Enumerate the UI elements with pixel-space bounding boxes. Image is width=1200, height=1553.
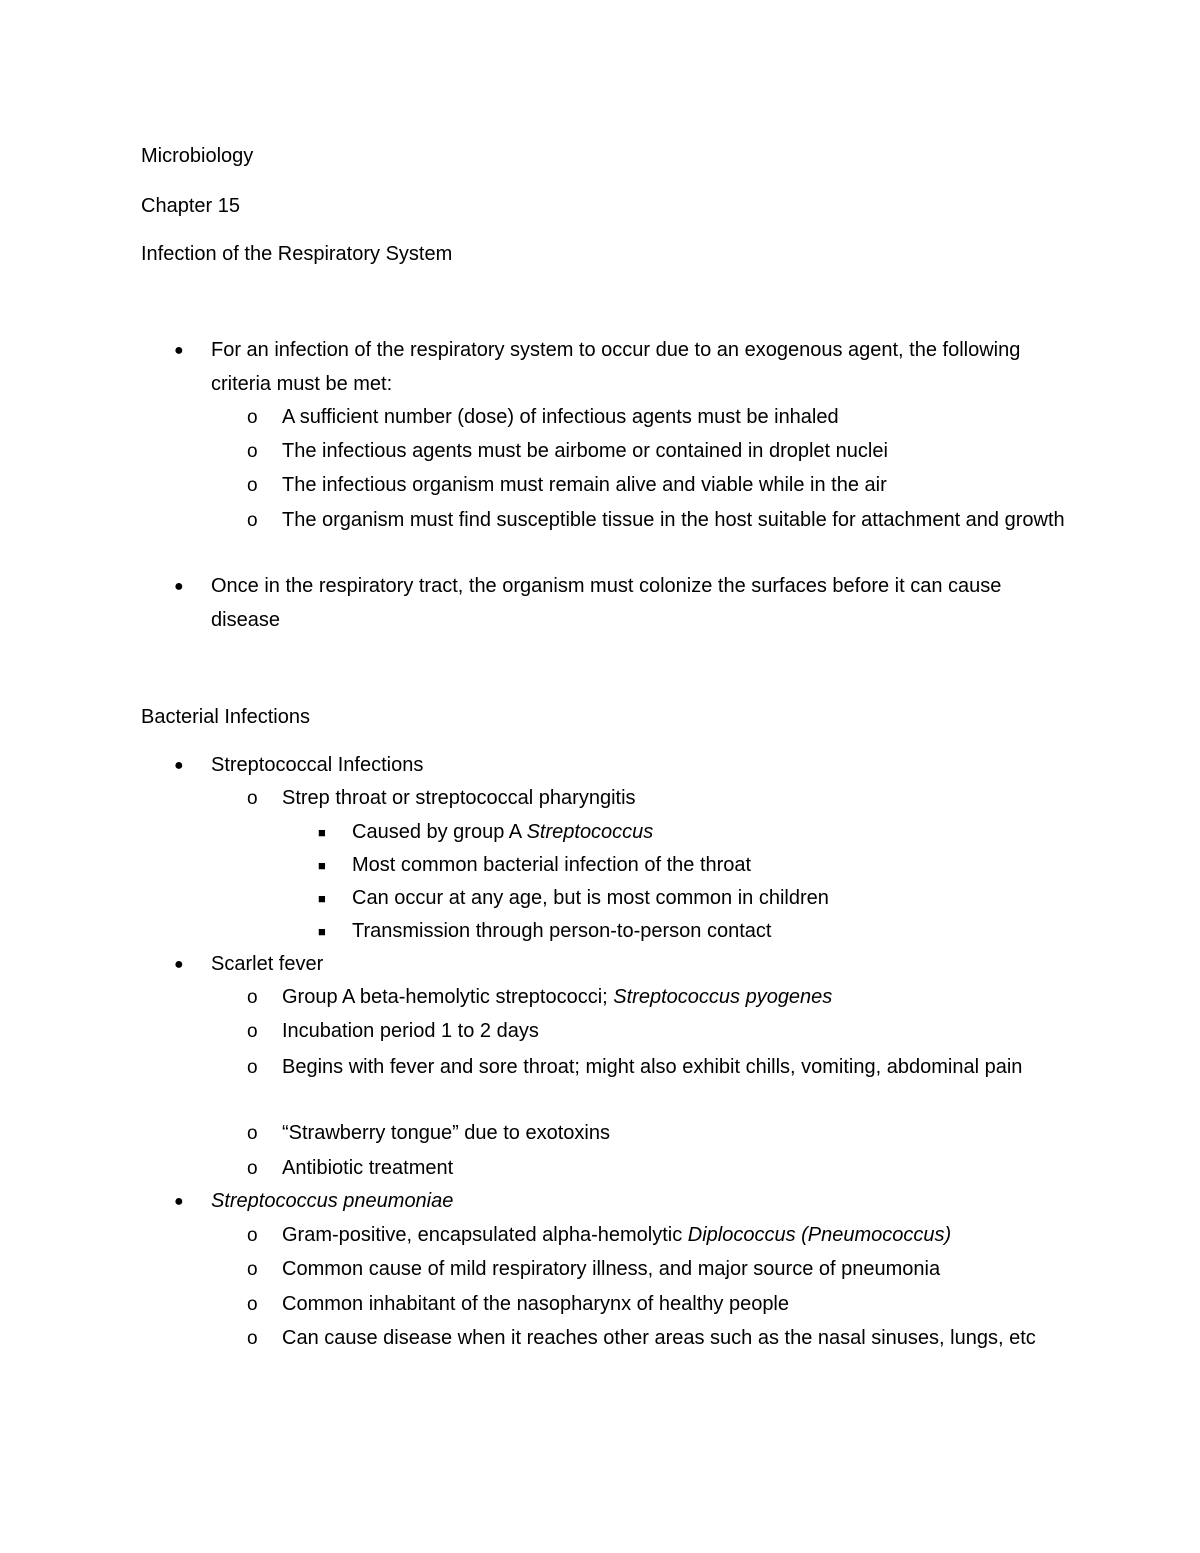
bullet-icon: ● bbox=[174, 1193, 184, 1210]
gram-text bbox=[282, 1224, 951, 1246]
list-item bbox=[247, 401, 1072, 435]
circle-bullet-icon: o bbox=[247, 788, 258, 809]
scarlet-title: Scarlet fever bbox=[211, 953, 324, 975]
list-item bbox=[174, 749, 1071, 783]
criteria-intro: For an infection of the respiratory system to occur due to an exogenous agent, the following criteria must be met: bbox=[211, 339, 1021, 395]
list-item bbox=[247, 1117, 1072, 1151]
bullet-icon: ● bbox=[174, 956, 184, 973]
bullet-icon: ● bbox=[174, 342, 184, 359]
circle-bullet-icon: o bbox=[247, 987, 258, 1008]
list-item bbox=[247, 1322, 1072, 1356]
circle-bullet-icon: o bbox=[247, 1123, 258, 1144]
strep-detail: Can occur at any age, but is most common in children bbox=[352, 887, 829, 909]
list-item bbox=[247, 782, 1072, 816]
list-item bbox=[174, 570, 1071, 637]
bullet-icon: ● bbox=[174, 757, 184, 774]
organism-name: Streptococcus pneumoniae bbox=[211, 1190, 454, 1212]
circle-bullet-icon: o bbox=[247, 1328, 258, 1349]
list-item bbox=[318, 882, 1072, 916]
topic-title: Infection of the Respiratory System bbox=[141, 243, 453, 265]
list-item bbox=[247, 469, 1072, 503]
scarlet-item: “Strawberry tongue” due to exotoxins bbox=[282, 1122, 610, 1144]
circle-bullet-icon: o bbox=[247, 510, 258, 531]
criteria-item: The organism must find susceptible tissue in the host suitable for attachment and growth bbox=[282, 509, 1065, 531]
list-item bbox=[174, 948, 1071, 982]
strep-detail: Most common bacterial infection of the throat bbox=[352, 854, 752, 876]
scarlet-item: Incubation period 1 to 2 days bbox=[282, 1020, 539, 1042]
list-item bbox=[318, 816, 1072, 850]
caused-by-prefix: Caused by group A bbox=[352, 821, 527, 843]
circle-bullet-icon: o bbox=[247, 407, 258, 428]
circle-bullet-icon: o bbox=[247, 441, 258, 462]
strep-title: Streptococcal Infections bbox=[211, 754, 424, 776]
list-item bbox=[318, 849, 1072, 883]
list-item bbox=[247, 435, 1072, 469]
criteria-item: A sufficient number (dose) of infectious agents must be inhaled bbox=[282, 406, 839, 428]
criteria-item: The infectious organism must remain alive and viable while in the air bbox=[282, 474, 887, 496]
gram-prefix: Gram-positive, encapsulated alpha-hemolytic bbox=[282, 1224, 688, 1246]
strep-detail: Transmission through person-to-person contact bbox=[352, 920, 772, 942]
circle-bullet-icon: o bbox=[247, 475, 258, 496]
list-item bbox=[247, 1288, 1072, 1322]
chapter-title: Chapter 15 bbox=[141, 195, 240, 217]
criteria-item: The infectious agents must be airbome or contained in droplet nuclei bbox=[282, 440, 888, 462]
circle-bullet-icon: o bbox=[247, 1158, 258, 1179]
list-item bbox=[247, 1015, 1072, 1049]
list-item bbox=[247, 1219, 1072, 1253]
pneumoniae-item: Can cause disease when it reaches other areas such as the nasal sinuses, lungs, etc bbox=[282, 1327, 1036, 1349]
bullet-icon: ● bbox=[174, 578, 184, 595]
organism-name: Streptococcus pyogenes bbox=[613, 986, 833, 1008]
circle-bullet-icon: o bbox=[247, 1294, 258, 1315]
scarlet-cause-prefix: Group A beta-hemolytic streptococci; bbox=[282, 986, 614, 1008]
pharyngitis-text: Strep throat or streptococcal pharyngitis bbox=[282, 787, 636, 809]
list-item bbox=[174, 334, 1071, 401]
circle-bullet-icon: o bbox=[247, 1021, 258, 1042]
section-heading: Bacterial Infections bbox=[141, 706, 310, 728]
list-item bbox=[247, 981, 1072, 1015]
list-item bbox=[247, 1253, 1072, 1287]
circle-bullet-icon: o bbox=[247, 1057, 258, 1078]
scarlet-cause bbox=[282, 986, 832, 1008]
pneumoniae-item: Common inhabitant of the nasopharynx of healthy people bbox=[282, 1293, 790, 1315]
list-item bbox=[247, 1051, 1072, 1085]
pneumoniae-title bbox=[211, 1190, 453, 1212]
square-bullet-icon: ■ bbox=[318, 858, 326, 873]
circle-bullet-icon: o bbox=[247, 1259, 258, 1280]
organism-name: Streptococcus bbox=[526, 821, 654, 843]
pneumoniae-item: Common cause of mild respiratory illness, and major source of pneumonia bbox=[282, 1258, 941, 1280]
organism-name: Diplococcus (Pneumococcus) bbox=[687, 1224, 952, 1246]
list-item bbox=[318, 915, 1072, 949]
square-bullet-icon: ■ bbox=[318, 891, 326, 906]
scarlet-item: Begins with fever and sore throat; might also exhibit chills, vomiting, abdominal pain bbox=[282, 1056, 1023, 1078]
subject-title: Microbiology bbox=[141, 145, 254, 167]
circle-bullet-icon: o bbox=[247, 1225, 258, 1246]
square-bullet-icon: ■ bbox=[318, 924, 326, 939]
caused-by-text bbox=[352, 821, 653, 843]
colonize-text: Once in the respiratory tract, the organism must colonize the surfaces before it can cause disease bbox=[211, 575, 1002, 631]
list-item bbox=[247, 1152, 1072, 1186]
list-item bbox=[247, 504, 1072, 538]
scarlet-item: Antibiotic treatment bbox=[282, 1157, 454, 1179]
list-item bbox=[174, 1185, 1071, 1219]
square-bullet-icon: ■ bbox=[318, 825, 326, 840]
